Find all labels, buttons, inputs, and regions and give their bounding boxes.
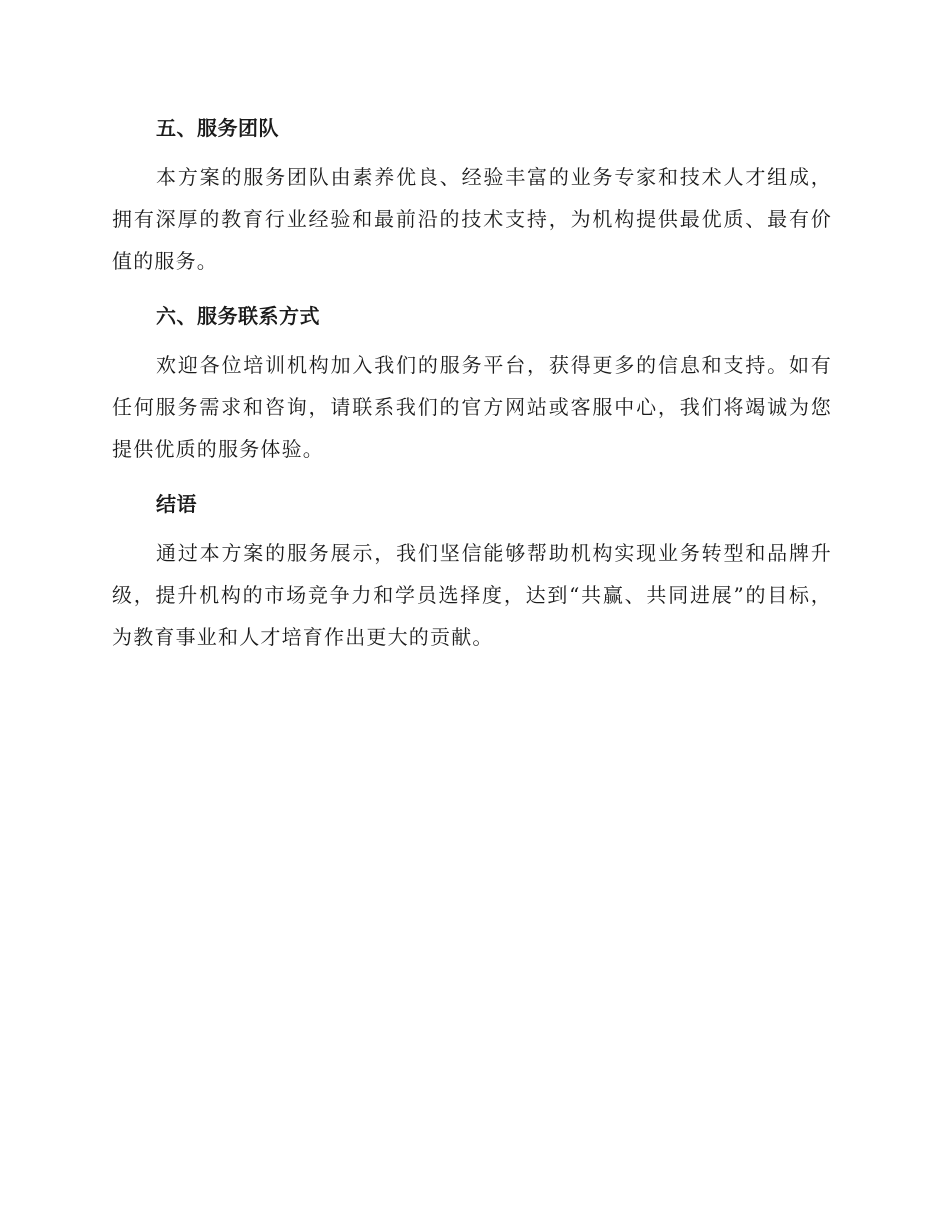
section-paragraph: 本方案的服务团队由素养优良、经验丰富的业务专家和技术人才组成，拥有深厚的教育行业经验和最前沿的技术支持，为机构提供最优质、最有价值的服务。 [112,165,832,273]
section-paragraph: 通过本方案的服务展示，我们坚信能够帮助机构实现业务转型和品牌升级，提升机构的市场竞争力和学员选择度，达到“共赢、共同进展”的目标，为教育事业和人才培育作出更大的贡献。 [112,541,832,649]
section-heading: 五、服务团队 [156,116,279,140]
document-body [112,108,832,672]
section-conclusion [112,484,832,658]
section-service-team [112,108,832,282]
section-contact [112,296,832,470]
section-heading: 六、服务联系方式 [156,304,320,328]
section-paragraph: 欢迎各位培训机构加入我们的服务平台，获得更多的信息和支持。如有任何服务需求和咨询，请联系我们的官方网站或客服中心，我们将竭诚为您提供优质的服务体验。 [112,353,832,461]
section-heading: 结语 [156,492,197,516]
